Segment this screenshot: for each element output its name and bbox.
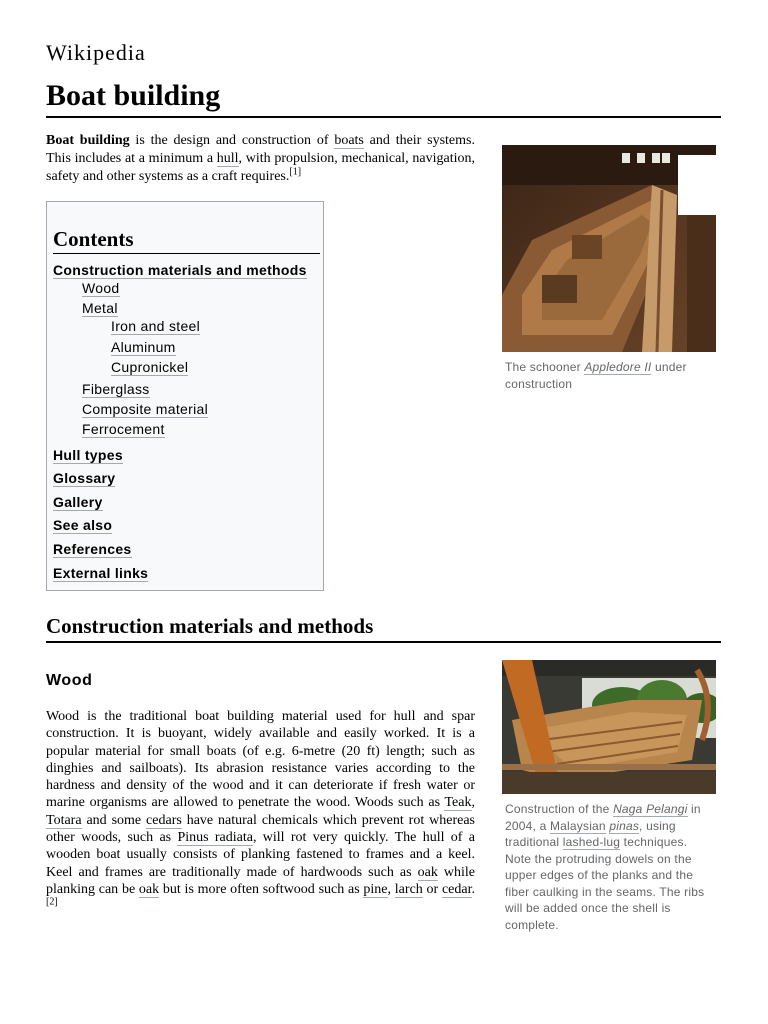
figure-appledore: [502, 145, 716, 394]
paragraph-text: ,: [387, 881, 395, 897]
link-boats[interactable]: boats: [334, 133, 364, 148]
toc-label: Glossary: [53, 470, 116, 486]
toc-item-aluminum[interactable]: [111, 339, 176, 356]
toc-label: Gallery: [53, 494, 103, 510]
link-oak[interactable]: oak: [417, 864, 438, 880]
toc-label: Aluminum: [111, 339, 176, 355]
caption-text: Construction of the: [505, 802, 614, 816]
link-cedars[interactable]: cedars: [146, 812, 182, 828]
link-pinus-radiata[interactable]: Pinus radiata: [177, 830, 253, 846]
toc-label: References: [53, 541, 132, 557]
intro-text: , with propulsion, mechanical, navigation, safety and other systems as a craft requires.: [46, 151, 475, 184]
intro-bold-term: Boat building: [46, 133, 130, 148]
link-oak[interactable]: oak: [138, 881, 160, 897]
caption-text: under construction: [505, 360, 687, 391]
paragraph-text: Wood is the traditional boat building material used for hull and spar construction. It is buoyant, widely available and easily worked. It is a popular material for small boats (of e.g. 6-metre (20 ft) length; such as dinghies and sailboats). Its abrasion resistance varies according to the hardness and density of the wood and it can deteriorate if fresh water or marine organisms are allowed to penetrate the wood. Woods such as: [46, 709, 475, 811]
toc-item-glossary[interactable]: [53, 470, 115, 487]
figure-naga-pelangi: [502, 660, 716, 935]
toc-label: Ferrocement: [82, 421, 165, 437]
link-pine[interactable]: pine: [363, 881, 388, 897]
toc-label: Iron and steel: [111, 318, 201, 334]
figure-caption: [502, 799, 716, 935]
photo-naga-pelangi-construction[interactable]: [502, 660, 716, 794]
paragraph-text: and some: [81, 812, 147, 828]
toc-item-see-also[interactable]: [53, 517, 112, 534]
toc-item-wood[interactable]: [82, 280, 120, 297]
intro-text: is the design and construction of: [129, 133, 335, 148]
toc-label: Hull types: [53, 447, 123, 463]
paragraph-text: but is more often softwood such as: [159, 881, 364, 897]
toc-label: Cupronickel: [111, 359, 189, 375]
toc-item-fiberglass[interactable]: [82, 381, 150, 398]
toc-label: Composite material: [82, 401, 208, 417]
toc-item-metal[interactable]: [82, 300, 118, 317]
link-malaysian[interactable]: Malaysian: [549, 818, 606, 833]
paragraph-text: , will rot very quickly. The hull of a wooden boat usually consists of planking fastened to frames and a keel. Keel and frames are traditionally made of hardwoods such as: [46, 830, 475, 880]
paragraph-text: or: [422, 881, 442, 897]
link-teak[interactable]: Teak: [444, 795, 472, 811]
intro-paragraph: [46, 132, 475, 186]
link-hull[interactable]: hull: [216, 151, 239, 166]
toc-item-cupronickel[interactable]: [111, 359, 188, 376]
paragraph-text: .: [471, 881, 475, 897]
toc-label: Metal: [82, 300, 118, 316]
wikipedia-logo[interactable]: Wikipedia: [46, 40, 146, 65]
toc-item-references[interactable]: [53, 541, 132, 558]
link-totara[interactable]: Totara: [46, 812, 82, 828]
link-appledore-ii[interactable]: Appledore II: [584, 360, 652, 374]
table-of-contents: [46, 201, 324, 591]
toc-label: External links: [53, 565, 149, 581]
page-title: Boat building: [46, 78, 721, 118]
toc-label: See also: [53, 517, 113, 533]
toc-item-gallery[interactable]: [53, 494, 103, 511]
caption-text: The schooner: [505, 360, 585, 374]
toc-item-composite-material[interactable]: [82, 401, 208, 418]
link-lashed-lug[interactable]: lashed-lug: [562, 835, 621, 849]
paragraph-text: ,: [471, 795, 475, 811]
toc-label: Wood: [82, 280, 120, 296]
toc-label: Fiberglass: [82, 381, 150, 397]
reference-1[interactable]: [1]: [289, 166, 302, 178]
caption-text: , using traditional: [505, 818, 676, 849]
photo-schooner-under-construction[interactable]: [502, 145, 716, 352]
link-naga-pelangi[interactable]: Naga Pelangi: [613, 802, 688, 816]
toc-item-construction-materials[interactable]: [53, 262, 307, 279]
toc-title: Contents: [53, 226, 320, 254]
link-cedar[interactable]: cedar: [441, 881, 472, 897]
section-heading: Construction materials and methods: [46, 612, 721, 643]
toc-item-ferrocement[interactable]: [82, 421, 165, 438]
figure-caption: [502, 357, 716, 394]
toc-item-hull-types[interactable]: [53, 447, 123, 464]
toc-item-iron-and-steel[interactable]: [111, 318, 200, 335]
toc-label: Construction materials and methods: [53, 262, 307, 278]
reference-2[interactable]: [2]: [46, 896, 58, 908]
toc-item-external-links[interactable]: [53, 565, 148, 582]
intro-text: and their systems. This includes at a minimum a: [46, 133, 475, 166]
paragraph-text: have natural chemicals which prevent rot whereas other woods, such as: [46, 812, 476, 846]
link-larch[interactable]: larch: [394, 881, 423, 897]
caption-text: techniques. Note the protruding dowels on the upper edges of the planks and the fiber caulking in the seams. The ribs will be added once the shell is complete.: [505, 835, 705, 932]
subsection-heading: Wood: [46, 672, 93, 689]
wood-paragraph: [46, 708, 475, 916]
caption-text: in 2004, a: [505, 802, 701, 833]
paragraph-text: while planking can be: [46, 864, 475, 897]
link-pinas[interactable]: pinas: [609, 818, 640, 833]
